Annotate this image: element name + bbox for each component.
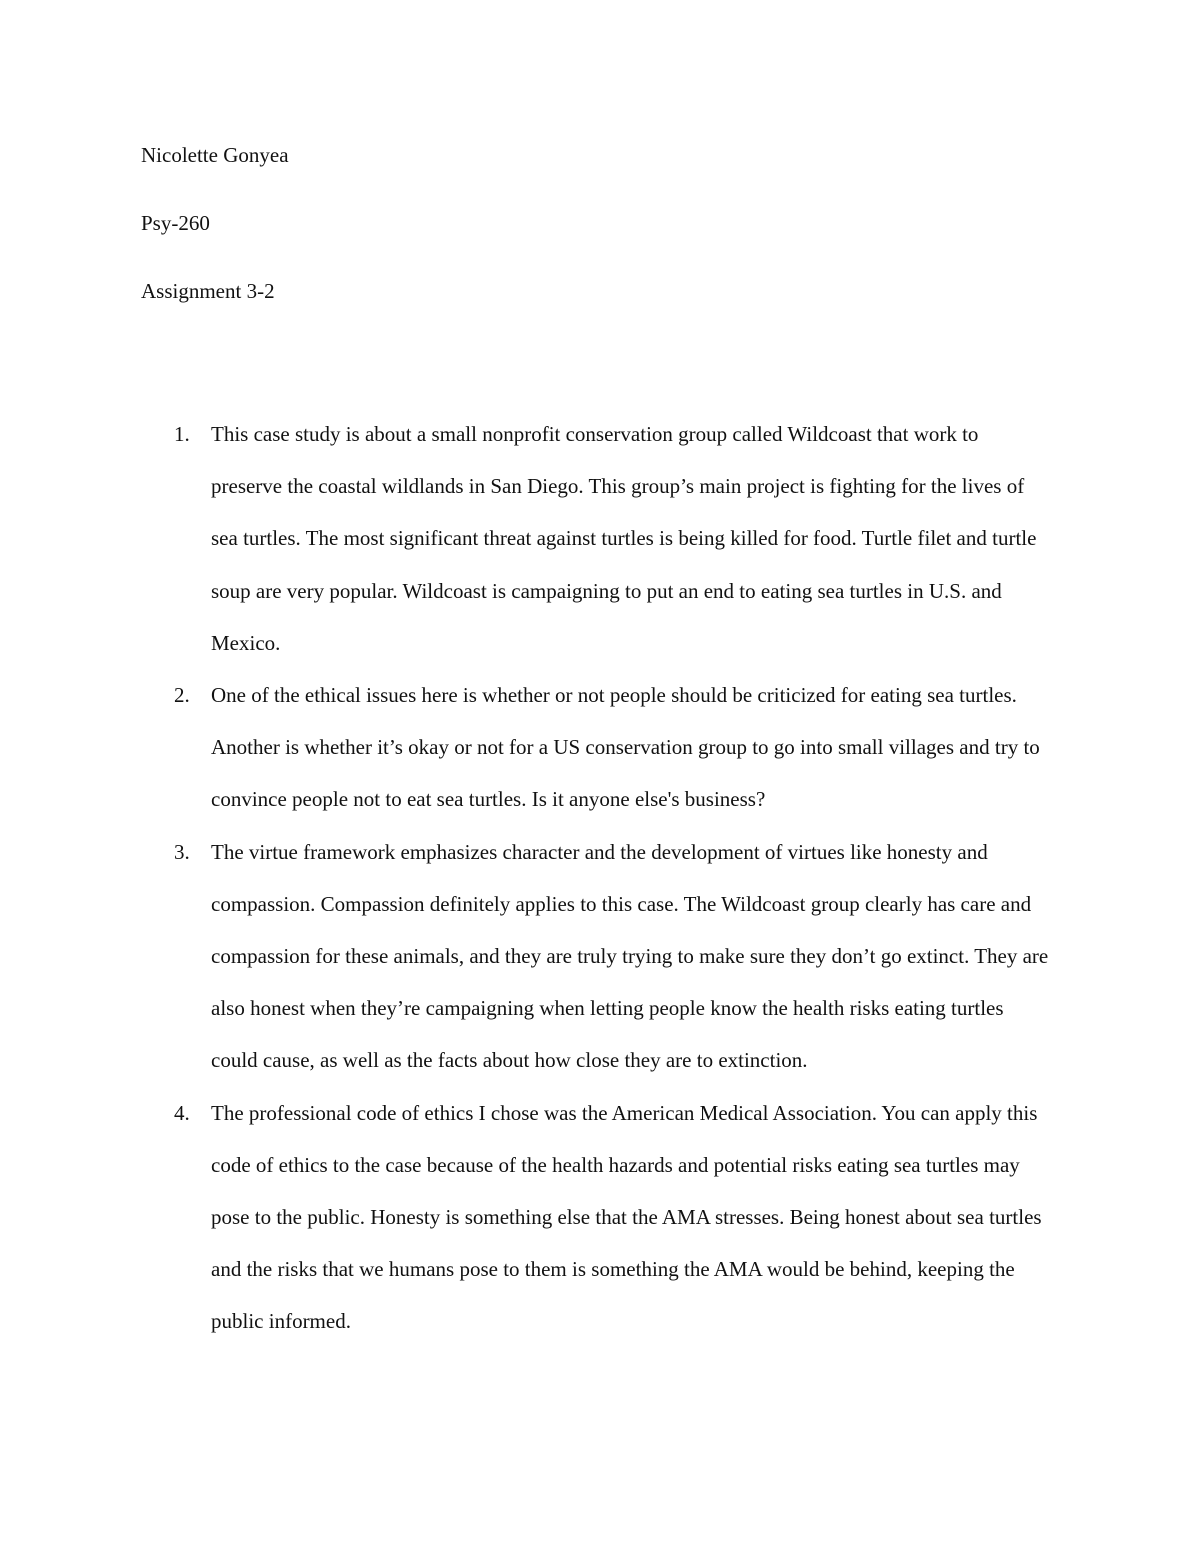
answer-text: The professional code of ethics I chose was the American Medical Association. You can apply this code of ethics to the case because of the health hazards and potential risks eating sea turtles may pose to the public. Honesty is something else that the AMA stresses. Being honest about sea turtles and the risks that we humans pose to them is something the AMA would be behind, keeping the public informed.	[211, 1100, 1042, 1334]
answer-item-3	[0, 826, 1051, 1087]
answer-number: 4.	[174, 1100, 190, 1125]
document-header	[141, 138, 1041, 342]
answer-list	[0, 408, 1200, 1348]
course-code: Psy-260	[141, 211, 210, 235]
answer-item-1	[0, 408, 1051, 669]
answer-text: The virtue framework emphasizes character and the development of virtues like honesty and compassion. Compassion definitely applies to this case. The Wildcoast group clearly has care and compassion for these animals, and they are truly trying to make sure they don’t go extinct. They are also honest when they’re campaigning when letting people know the health risks eating turtles could cause, as well as the facts about how close they are to extinction.	[211, 839, 1049, 1073]
answer-item-2	[0, 669, 1051, 826]
answer-number: 2.	[174, 683, 190, 708]
assignment-title: Assignment 3-2	[141, 279, 275, 303]
answer-text: One of the ethical issues here is whether or not people should be criticized for eating sea turtles. Another is whether it’s okay or not for a US conservation group to go into small villages and try to convince people not to eat sea turtles. Is it anyone else's business?	[211, 683, 1040, 812]
author-name: Nicolette Gonyea	[141, 143, 289, 167]
answer-number: 1.	[174, 422, 190, 446]
answer-text: This case study is about a small nonprofit conservation group called Wildcoast that work to preserve the coastal wildlands in San Diego. This group’s main project is fighting for the lives of sea turtles. The most significant threat against turtles is being killed for food. Turtle filet and turtle soup are very popular. Wildcoast is campaigning to put an end to eating sea turtles in U.S. and Mexico.	[211, 422, 1037, 655]
answer-item-4	[0, 1087, 1051, 1348]
answer-number: 3.	[174, 839, 190, 864]
